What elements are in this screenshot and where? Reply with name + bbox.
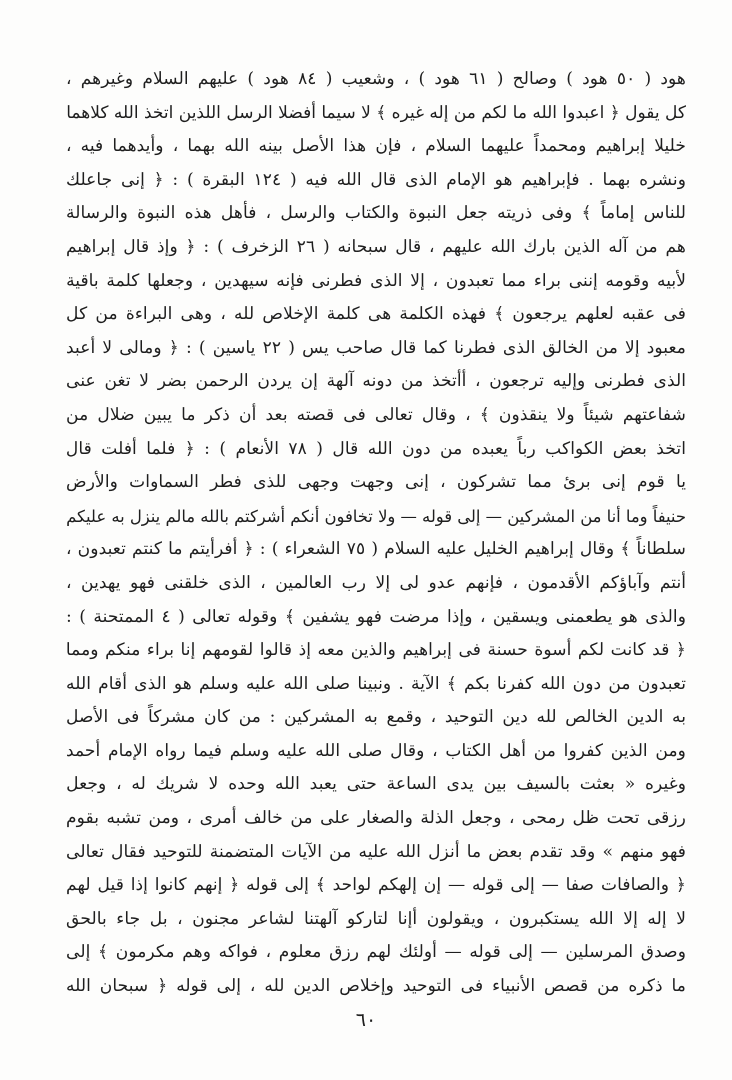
page-number: ٦٠ [355,1009,377,1031]
text-line: وغيره « بعثت بالسيف بين يدى الساعة حتى يعبد الله وحده لا شريك له ، وجعل [66,774,686,795]
text-line: ونشره بهما . فإبراهيم هو الإمام الذى قال الله فيه ( ١٢٤ البقرة ) : ﴿ إنى جاعلك [66,169,686,190]
text-line: وصدق المرسلين — إلى قوله — أولئك لهم رزق معلوم ، فواكه وهم مكرمون ﴾ إلى [66,942,686,963]
body-text [66,63,686,1004]
text-line: فهو منهم » وقد تقدم بعض ما أنزل الله عليه من الآيات المتضمنة للتوحيد فقال تعالى [66,841,686,862]
text-line: حنيفاً وما أنا من المشركين — إلى قوله — ولا تخافون أنكم أشركتم بالله مالم ينزل به عليكم [66,506,686,526]
text-line: أنتم وآباؤكم الأقدمون ، فإنهم عدو لى إلا رب العالمين ، الذى خلقنى فهو يهدين ، [66,572,686,593]
text-line: لا إله إلا الله يستكبرون ، ويقولون أإنا لتاركو آلهتنا لشاعر مجنون ، بل جاء بالحق [66,908,686,929]
text-line: خليلا إبراهيم ومحمداً عليهما السلام ، فإن هذا الأصل بينه الله بهما ، وأيدهما فيه ، [66,136,686,157]
text-line: ما ذكره من قصص الأنبياء فى التوحيد وإخلاص الدين لله ، إلى قوله ﴿ سبحان الله [66,976,686,997]
text-line: يا قوم إنى برئ مما تشركون ، إنى وجهت وجهى للذى فطر السماوات والأرض [66,472,686,493]
text-line: ﴿ قد كانت لكم أسوة حسنة فى إبراهيم والذين معه إذ قالوا لقومهم إنا براء منكم ومما [66,640,686,661]
text-line: هم من آله الذين بارك الله عليهم ، قال سبحانه ( ٢٦ الزخرف ) : ﴿ وإذ قال إبراهيم [66,236,686,257]
text-line: فى عقبه لعلهم يرجعون ﴾ فهذه الكلمة هى كلمة الإخلاص لله ، وهى البراءة من كل [66,304,686,325]
text-line: لأبيه وقومه إننى براء مما تعبدون ، إلا الذى فطرنى فإنه سيهدين ، وجعلها كلمة باقية [66,270,686,291]
text-line: هود ( ٥٠ هود ) وصالح ( ٦١ هود ) ، وشعيب ( ٨٤ هود ) عليهم السلام وغيرهم ، [66,69,686,89]
text-line: سلطاناً ﴾ وقال إبراهيم الخليل عليه السلام ( ٧٥ الشعراء ) : ﴿ أفرأيتم ما كنتم تعبدون ، [66,539,686,560]
text-line: ومن الذين كفروا من أهل الكتاب ، وقال صلى الله عليه وسلم فيما رواه الإمام أحمد [66,740,686,761]
text-line: ﴿ والصافات صفا — إلى قوله — إن إلهكم لواحد ﴾ إلى قوله ﴿ إنهم كانوا إذا قيل لهم [66,875,686,896]
text-line: به الدين الخالص لله دين التوحيد ، وقمع به المشركين : من كان مشركاً فى الأصل [66,707,686,728]
text-line: الذى فطرنى وإليه ترجعون ، أأتخذ من دونه آلهة إن يردن الرحمن بضر لا تغن عنى [66,371,686,392]
text-line: للناس إماماً ﴾ وفى ذريته جعل النبوة والكتاب والرسل ، فأهل هذه النبوة والرسالة [66,203,686,224]
text-line: تعبدون من دون الله كفرنا بكم ﴾ الآية . ونبينا صلى الله عليه وسلم هو الذى أقام الله [66,673,686,694]
text-line: رزقى تحت ظل رمحى ، وجعل الذلة والصغار على من خالف أمرى ، ومن تشبه بقوم [66,808,686,829]
text-line: شفاعتهم شيئاً ولا ينقذون ﴾ ، وقال تعالى فى قصته بعد أن ذكر ما يبين ضلال من [66,404,686,425]
text-line: كل يقول ﴿ اعبدوا الله ما لكم من إله غيره ﴾ لا سيما أفضلا الرسل اللذين اتخذ الله كلاهما [66,102,686,123]
text-line: والذى هو يطعمنى ويسقين ، وإذا مرضت فهو يشفين ﴾ وقوله تعالى ( ٤ الممتحنة ) : [66,606,686,627]
text-line: اتخذ بعض الكواكب رباً يعبده من دون الله قال ( ٧٨ الأنعام ) : ﴿ فلما أفلت قال [66,438,686,459]
text-line: معبود إلا من الخالق الذى فطرنا كما قال صاحب يس ( ٢٢ ياسين ) : ﴿ ومالى لا أعبد [66,337,686,358]
